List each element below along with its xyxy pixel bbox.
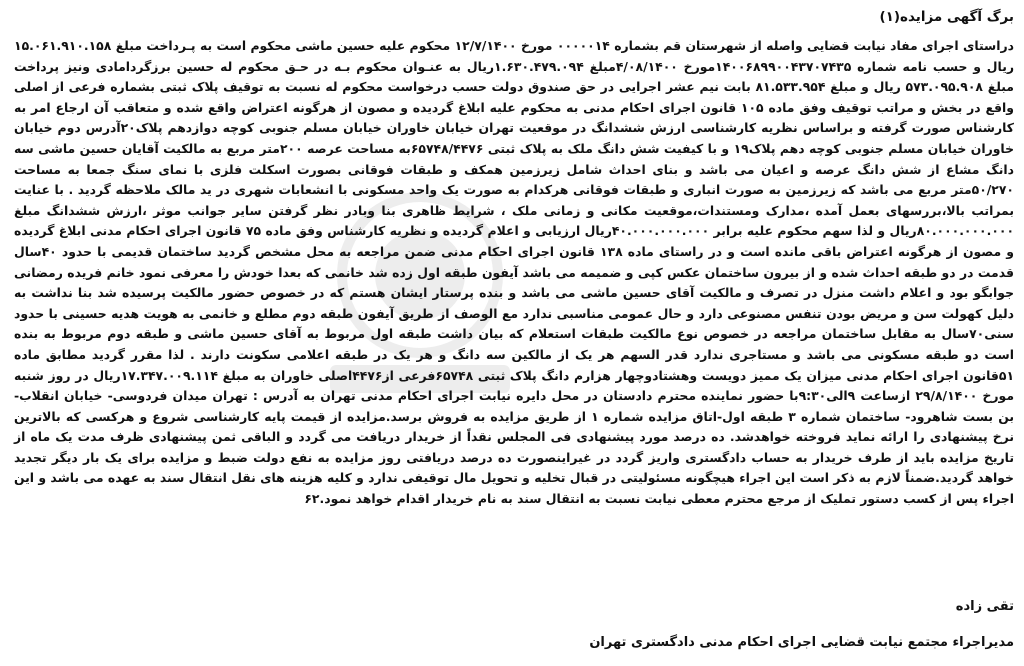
notice-body: دراستای اجرای مفاد نیابت قضایی واصله از شهرستان قم بشماره ۰۰۰۰۰۱۴ مورخ ۱۲/۷/۱۴۰۰ محکوم علیه حسین ماشی محکوم است به پـرداخت مبلغ ۱۵.۰۶۱.۹۱۰.۱۵۸ ریال و حسب نامه شماره ۱۴۰۰۶۸۹۹۰۰۴۳۷۰۷۴۳۵مورخ ۴/۰۸/۱۴۰۰مبلغ ۱.۶۳۰.۴۷۹.۰۹۴ریال به عنـوان محکوم بـه در حـق محکوم له حسین برزگردامادی ونیز پرداخت مبلغ ۵۷۳.۰۹۵.۹۰۸ ریال و مبلغ ۸۱.۵۳۳.۹۵۴ بابت نیم عشر اجرایی در حق صندوق دولت حسب درخواست محکوم له نسبت به توقیف پلاک ثبتی بشماره فرعی از اصلی واقع در بخش و مراتب توقیف وفق ماده ۱۰۵ قانون اجرای احکام مدنی به محکوم علیه ابلاغ گردیده و مصون از هرگونه اعتراض واقع شده و متعاقب آن ارجاع امر به کارشناس صورت گرفته و براساس نظریه کارشناسی ارزش ششدانگ در موقعیت تهران خیابان خاوران خیابان مسلم جنوبی کوچه دوازدهم پلاک۲۰آدرس دوم خیابان خاوران خیابان مسلم جنوبی کوچه دهم پلاک۱۹ و با کیفیت شش دانگ ملک به پلاک ثبتی ۶۵۷۴۸/۴۴۷۶به مساحت عرصه ۲۰۰متر مربع به مالکیت آقایان حسین ماشی سه دانگ مشاع از شش دانگ عرصه و اعیان می باشد و بنای احداث شامل زیرزمین همکف و طبقات فوقانی بصورت اسکلت فلزی با نمای سنگ جمعا به مساحت ۵۰/۲۷۰متر مربع می باشد که زیرزمین به صورت انباری و طبقات فوقانی هرکدام به صورت یک واحد مسکونی با انشعابات شهری در ید مالک ملاحظه گردید . با عنایت بمراتب بالا،بررسهای بعمل آمده ،مدارک ومستندات،موقعیت مکانی و زمانی ملک ، شرایط ظاهری بنا وبادر نظر گرفتن سایر جوانب موثر ،ارزش ششدانگ مبلغ ۸۰.۰۰۰.۰۰۰.۰۰۰ریال و لذا سهم محکوم علیه برابر ۴۰.۰۰۰.۰۰۰.۰۰۰ریال ارزیابی و اعلام گردیده و نظریه کارشناس وفق ماده ۷۵ قانون اجرای احکام مدنی ابلاغ گردیده و مصون از هرگونه اعتراض باقی مانده است و در راستای ماده ۱۳۸ قانون اجرای احکام مدنی ضمن مراجعه به محل مشخص گردید ساختمان قدیمی با حدود ۴۰سال قدمت در دو طبقه احداث شده و از بیرون ساختمان عکس کپی و ضمیمه می باشد آیفون طبقه اول زده شد خانمی که بعدا خودش را معرفی نمود خانم فریده رمضانی جوابگو بود و اعلام داشت منزل در تصرف و مالکیت آقای حسین ماشی می باشد و بنده پرستار ایشان هستم که در خصوص حضور مالکیت پرسیده شد بنا نداشت به دلیل کهولت سن و مریض بودن تنفس مصنوعی دارد و حال عمومی مناسبی ندارد مع الوصف از طریق آیفون طبقه دوم مطلع و خانمی به هویت هدیه حسینی با حدود سنی۷۰سال به مقابل ساختمان مراجعه در خصوص نوع مالکیت طبقات استعلام که بیان داشت طبقه اول مربوط به آقای حسین ماشی و طبقه دوم مربوط به بنده است دو طبقه مسکونی می باشد و مستاجری ندارد قدر السهم هر یک از مالکین سه دانگ و هر یک در طبقه اعلامی سکونت دارند . لذا مقرر گردید مطابق ماده ۵۱قانون اجرای احکام مدنی میزان یک ممیز دویست وهشتادوچهار هزارم دانگ پلاک ثبتی ۶۵۷۴۸فرعی از۴۴۷۶اصلی خاوران به مبلغ ۱۷.۳۴۷.۰۰۹.۱۱۴ریال در روز شنبه مورخ ۲۹/۸/۱۴۰۰ ازساعت ۹الی۹:۳۰با حضور نماینده محترم دادستان در محل دایره نیابت اجرای احکام مدنی تهران به آدرس : تهران میدان فردوسی- خیابان انقلاب- بن بست شاهرود- ساختمان شماره ۳ طبقه اول-اتاق مزایده شماره ۱ از طریق مزایده به فروش برسد.مزایده از قیمت پایه کارشناسی شروع و هرکسی که بالاترین نرخ پیشنهادی را ارائه نماید فروخته خواهدشد. ده درصد مورد پیشنهادی فی المجلس نقداً از خریدار دریافت می گردد و الباقی ثمن پیشنهادی ظرف مدت یک ماه از تاریخ مزایده باید از طرف خریدار به حساب دادگستری واریز گردد در غیراینصورت ده درصد دریافتی روز مزایده به نفع دولت ضبط و مزایده برای یک بار دیگر تجدید خواهد گردید.ضمناً لازم به ذکر است این اجراء هیچگونه مسئولیتی در قبال تخلیه و تحویل مال توقیفی ندارد و کلیه هزینه های نقل انتقال سند به عهده می باشد و این اجراء پس از کسب دستور تملیک از مرجع محترم معطی نیابت نسبت به انتقال سند به نام خریدار اقدام خواهد نمود.۶۲ <box>14 38 1015 507</box>
notice-title: برگ آگهی مزایده(۱) <box>879 9 1014 25</box>
signature-name: تقی زاده <box>955 599 1014 614</box>
signature-title: مدیراجراء مجتمع نیابت قضایی اجرای احکام مدنی دادگستری تهران <box>589 635 1014 650</box>
signature-block <box>589 597 1014 653</box>
